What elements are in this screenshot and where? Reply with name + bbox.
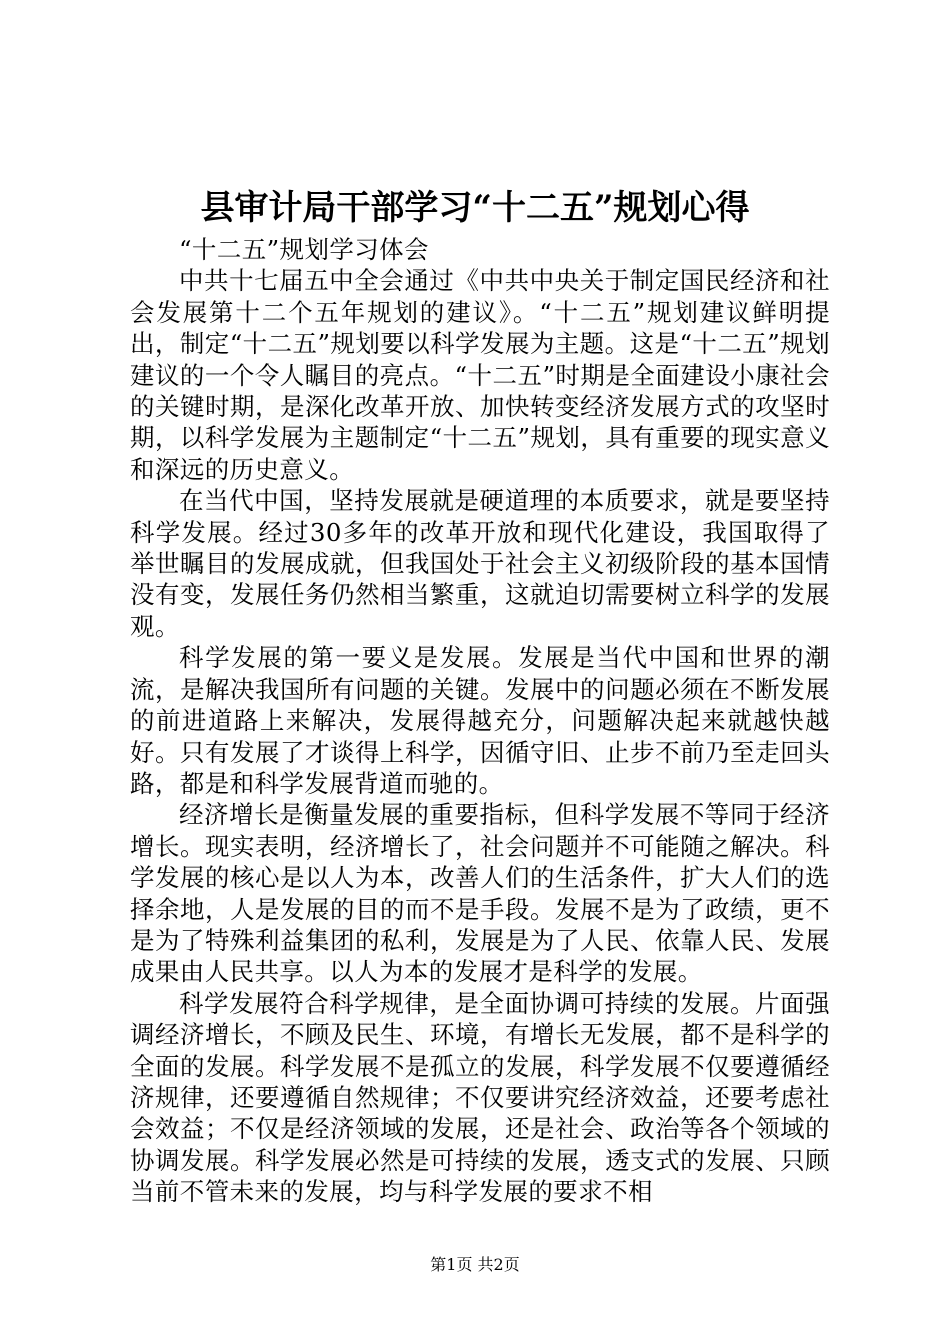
paragraph-subtitle: “十二五”规划学习体会 <box>179 235 429 264</box>
paragraph: 科学发展符合科学规律，是全面协调可持续的发展。片面强调经济增长，不顾及民生、环境，有增长无发展，都不是科学的全面的发展。科学发展不是孤立的发展，科学发展不仅要遵循经济规律，还要遵循自然规律；不仅要讲究经济效益，还要考虑社会效益；不仅是经济领域的发展，还是社会、政治等各个领域的协调发展。科学发展必然是可持续的发展，透支式的发展、只顾当前不管未来的发展，均与科学发展的要求不相 <box>130 988 830 1207</box>
paragraph: 经济增长是衡量发展的重要指标，但科学发展不等同于经济增长。现实表明，经济增长了，社会问题并不可能随之解决。科学发展的核心是以人为本，改善人们的生活条件，扩大人们的选择余地，人是发展的目的而不是手段。发展不是为了政绩，更不是为了特殊利益集团的私利，发展是为了人民、依靠人民、发展成果由人民共享。以人为本的发展才是科学的发展。 <box>130 800 830 987</box>
page-footer: 第1页 共2页 <box>430 1255 520 1274</box>
paragraph: 中共十七届五中全会通过《中共中央关于制定国民经济和社会发展第十二个五年规划的建议》。“十二五”规划建议鲜明提出，制定“十二五”规划要以科学发展为主题。这是“十二五”规划建议的一个令人瞩目的亮点。“十二五”时期是全面建设小康社会的关键时期，是深化改革开放、加快转变经济发展方式的攻坚时期，以科学发展为主题制定“十二五”规划，具有重要的现实意义和深远的历史意义。 <box>130 266 830 484</box>
paragraph: 在当代中国，坚持发展就是硬道理的本质要求，就是要坚持科学发展。经过30多年的改革开放和现代化建设，我国取得了举世瞩目的发展成就，但我国处于社会主义初级阶段的基本国情没有变，发展任务仍然相当繁重，这就迫切需要树立科学的发展观。 <box>130 486 830 641</box>
document-title: 县审计局干部学习“十二五”规划心得 <box>200 188 750 228</box>
document-body <box>130 234 830 1208</box>
paragraph: 科学发展的第一要义是发展。发展是当代中国和世界的潮流，是解决我国所有问题的关键。发展中的问题必须在不断发展的前进道路上来解决，发展得越充分，问题解决起来就越快越好。只有发展了才谈得上科学，因循守旧、止步不前乃至走回头路，都是和科学发展背道而驰的。 <box>130 643 830 798</box>
